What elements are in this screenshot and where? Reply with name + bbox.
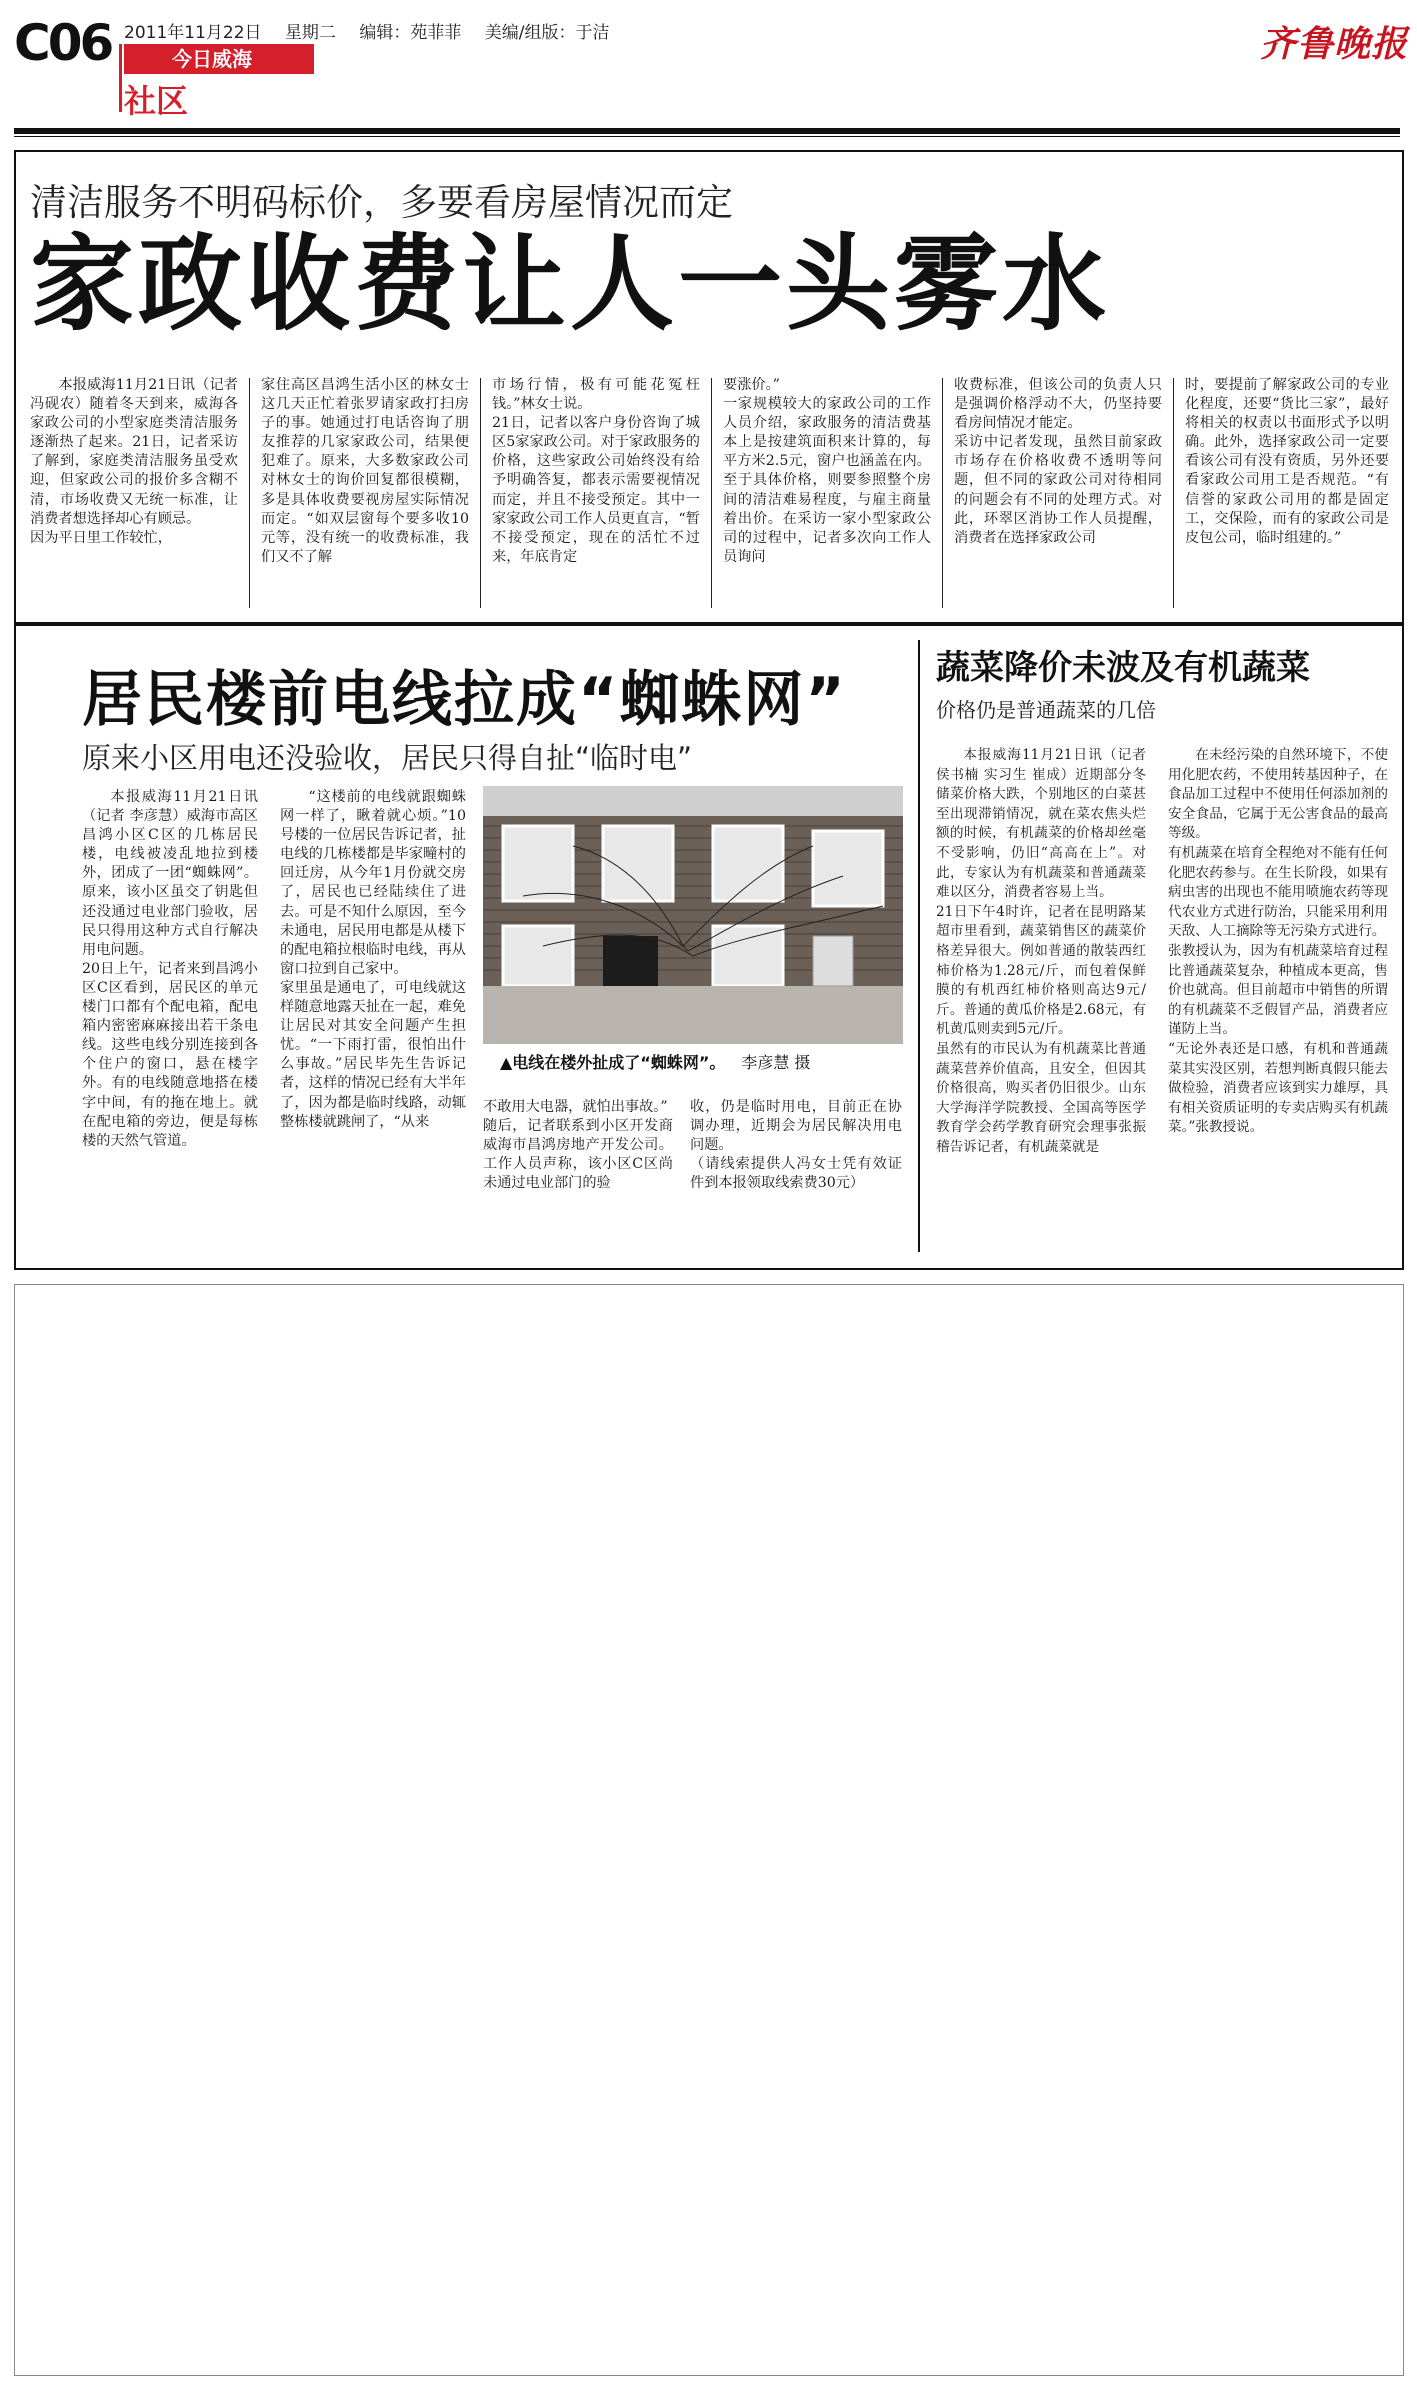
column-rule bbox=[249, 378, 250, 608]
page-meta bbox=[124, 18, 627, 43]
building-wires-photo bbox=[483, 786, 903, 1044]
article1-col6-text: 时，要提前了解家政公司的专业化程度，还要“货比三家”，最好将相关的权责以书面形式予以明确。此外，选择家政公司一定要看该公司有没有资质，另外还要看家政公司用工是否规范。“有信誉的家政公司用的都是固定工，交保险，而有的家政公司是皮包公司，临时组建的。” bbox=[1185, 377, 1389, 546]
article1-col3-text: 市场行情，极有可能花冤枉钱。”林女士说。 21日，记者以客户身份咨询了城区5家家政公司。对于家政服务的价格，这些家政公司始终没有给予明确答复，都表示需要视情况而定，并且不接受预定。其中一家家政公司工作人员更直言，“暂不接受预定，现在的活忙不过来，年底肯定 bbox=[492, 377, 700, 565]
article2-subtitle: 原来小区用电还没验收，居民只得自扯“临时电” bbox=[82, 741, 693, 775]
article2-col2-text: “这楼前的电线就跟蜘蛛网一样了，瞅着就心烦。”10号楼的一位居民告诉记者，扯电线的几栋楼都是毕家疃村的回迁房，从今年1月份就交房了，居民也已经陆续住了进去。可是不知什么原因，至今未通电，居民用电都是从楼下的配电箱拉根临时电线，再从窗口拉到自己家中。 家里虽是通电了，可电线就这样随意地露天扯在一起，难免让居民对其安全问题产生担忧。“一下雨打雷，很怕出什么事故。”居民毕先生告诉记者，这样的情况已经有大半年了，因为都是临时线路，动辄整栋楼就跳闸了，“从来 bbox=[280, 789, 466, 1130]
column-rule bbox=[480, 378, 481, 608]
article1-column-6 bbox=[1185, 376, 1389, 610]
article2-column-3 bbox=[483, 1098, 673, 1248]
photo-credit: 李彦慧 摄 bbox=[741, 1053, 811, 1072]
article1-col2-text: 家住高区昌鸿生活小区的林女士这几天正忙着张罗请家政打扫房子的事。她通过打电话咨询了朋友推荐的几家家政公司，结果便犯难了。原来，大多数家政公司对林女士的询价回复都很模糊，多是具体收费要视房屋实际情况而定。“如双层窗每个要多收10元等，没有统一的收费标准，我们又不了解 bbox=[261, 377, 469, 565]
article1-column-2 bbox=[261, 376, 469, 610]
designer-credit: 美编/组版：于洁 bbox=[484, 23, 610, 43]
article3-column-1 bbox=[936, 746, 1146, 1250]
article1-col1-text: 本报威海11月21日讯（记者 冯砚农）随着冬天到来，威海各家政公司的小型家庭类清洁服务逐渐热了起来。21日，记者采访了解到，家庭类清洁服务虽受欢迎，但家政公司的报价多含糊不清，市场收费又无统一标准，让消费者想选择却心有顾忌。 因为平日里工作较忙， bbox=[30, 377, 238, 546]
issue-date: 2011年11月22日 bbox=[124, 23, 262, 43]
column-rule bbox=[1173, 378, 1174, 608]
article2-column-1 bbox=[82, 788, 258, 1248]
article1-column-5 bbox=[954, 376, 1162, 610]
section-name: 社区 bbox=[124, 82, 189, 120]
article2-column-2 bbox=[280, 788, 466, 1248]
header-rule bbox=[14, 128, 1400, 134]
section-divider bbox=[119, 44, 122, 112]
column-rule bbox=[711, 378, 712, 608]
column-rule bbox=[942, 378, 943, 608]
article1-subtitle: 清洁服务不明码标价，多要看房屋情况而定 bbox=[30, 181, 733, 224]
photo-caption-text: ▲电线在楼外扯成了“蜘蛛网”。 bbox=[500, 1053, 726, 1072]
article1-column-1 bbox=[30, 376, 238, 610]
news-photo bbox=[483, 786, 903, 1044]
header-rule-thin bbox=[14, 136, 1400, 137]
article-divider bbox=[918, 640, 920, 1252]
article3-column-2 bbox=[1168, 746, 1388, 1250]
article3-subtitle: 价格仍是普通蔬菜的几倍 bbox=[936, 698, 1156, 722]
blank-ad-space bbox=[14, 1284, 1404, 2376]
article1-column-4 bbox=[723, 376, 931, 610]
page-number: C06 bbox=[14, 14, 112, 72]
article3-headline: 蔬菜降价未波及有机蔬菜 bbox=[936, 648, 1310, 688]
weekday: 星期二 bbox=[284, 23, 336, 43]
editor-credit: 编辑：苑菲菲 bbox=[359, 23, 462, 43]
newspaper-logo: 齐鲁晚报 bbox=[1260, 23, 1409, 65]
article2-col3-text: 不敢用大电器，就怕出事故。” 随后，记者联系到小区开发商威海市昌鸿房地产开发公司。工作人员声称，该小区C区尚未通过电业部门的验 bbox=[483, 1099, 673, 1192]
article1-headline: 家政收费让人一头雾水 bbox=[30, 223, 1111, 345]
article2-headline: 居民楼前电线拉成“蜘蛛网” bbox=[82, 665, 847, 735]
article2-col1-text: 本报威海11月21日讯（记者 李彦慧）威海市高区昌鸿小区C区的几栋居民楼，电线被凌乱地拉到楼外，团成了一团“蜘蛛网”。原来，该小区虽交了钥匙但还没通过电业部门验收，居民只得用这种方式自行解决用电问题。 20日上午，记者来到昌鸿小区C区看到，居民区的单元楼门口都有个配电箱，配电箱内密密麻麻接出若干条电线。这些电线分别连接到各个住户的窗口，悬在楼字外。有的电线随意地搭在楼字中间，有的拖在地上。就在配电箱的旁边，便是每栋楼的天然气管道。 bbox=[82, 789, 258, 1149]
article2-col4-text: 收，仍是临时用电，目前正在协调办理，近期会为居民解决用电问题。 （请线索提供人冯女士凭有效证件到本报领取线索费30元） bbox=[690, 1099, 902, 1192]
article1-col4-text: 要涨价。” 一家规模较大的家政公司的工作人员介绍，家政服务的清洁费基本上是按建筑面积来计算的，每平方米2.5元，窗户也涵盖在内。至于具体价格，则要参照整个房间的清洁难易程度，与雇主商量着出价。在采访一家小型家政公司的过程中，记者多次向工作人员询问 bbox=[723, 377, 931, 565]
article1-column-3 bbox=[492, 376, 700, 610]
article3-col2-text: 在未经污染的自然环境下，不使用化肥农药，不使用转基因种子，在食品加工过程中不使用任何添加剂的安全食品，它属于无公害食品的最高等级。 有机蔬菜在培育全程绝对不能有任何化肥农药参与。在生长阶段，如果有病虫害的出现也不能用喷施农药等现代农业方式进行防治，只能采用利用天敌、人工摘除等无污染方式进行。 张教授认为，因为有机蔬菜培育过程比普通蔬菜复杂，种植成本更高，售价也就高。但目前超市中销售的所谓的有机蔬菜不乏假冒产品，消费者应谨防上当。 “无论外表还是口感，有机和普通蔬菜其实没区别，若想判断真假只能去做检验，消费者应该到实力雄厚，具有相关资质证明的专卖店购买有机蔬菜。”张教授说。 bbox=[1168, 747, 1388, 1136]
article1-col5-text: 收费标准，但该公司的负责人只是强调价格浮动不大，仍坚持要看房间情况才能定。 采访中记者发现，虽然目前家政市场存在价格收费不透明等问题，但不同的家政公司对待相同的问题会有不同的处理方式。对此，环翠区消协工作人员提醒，消费者在选择家政公司 bbox=[954, 377, 1162, 546]
article3-col1-text: 本报威海11月21日讯（记者 侯书楠 实习生 崔成）近期部分冬储菜价格大跌，个别地区的白菜甚至出现滞销情况，就在菜农焦头烂额的时候，有机蔬菜的价格却丝毫不受影响，仍旧“高高在上”。对此，专家认为有机蔬菜和普通蔬菜难以区分，消费者容易上当。 21日下午4时许，记者在昆明路某超市里看到，蔬菜销售区的蔬菜价格差异很大。例如普通的散装西红柿价格为1.28元/斤，而包着保鲜膜的有机西红柿价格则高达9元/斤。普通的黄瓜价格是2.68元，有机黄瓜则卖到5元/斤。 虽然有的市民认为有机蔬菜比普通蔬菜营养价值高，且安全，但因其价格很高，购买者仍旧很少。山东大学海洋学院教授、全国高等医学教育学会药学教育研究会理事张振稽告诉记者，有机蔬菜就是 bbox=[936, 747, 1146, 1155]
photo-caption bbox=[500, 1050, 810, 1073]
article2-column-4 bbox=[690, 1098, 902, 1248]
section-tag: 今日威海 bbox=[124, 44, 314, 74]
